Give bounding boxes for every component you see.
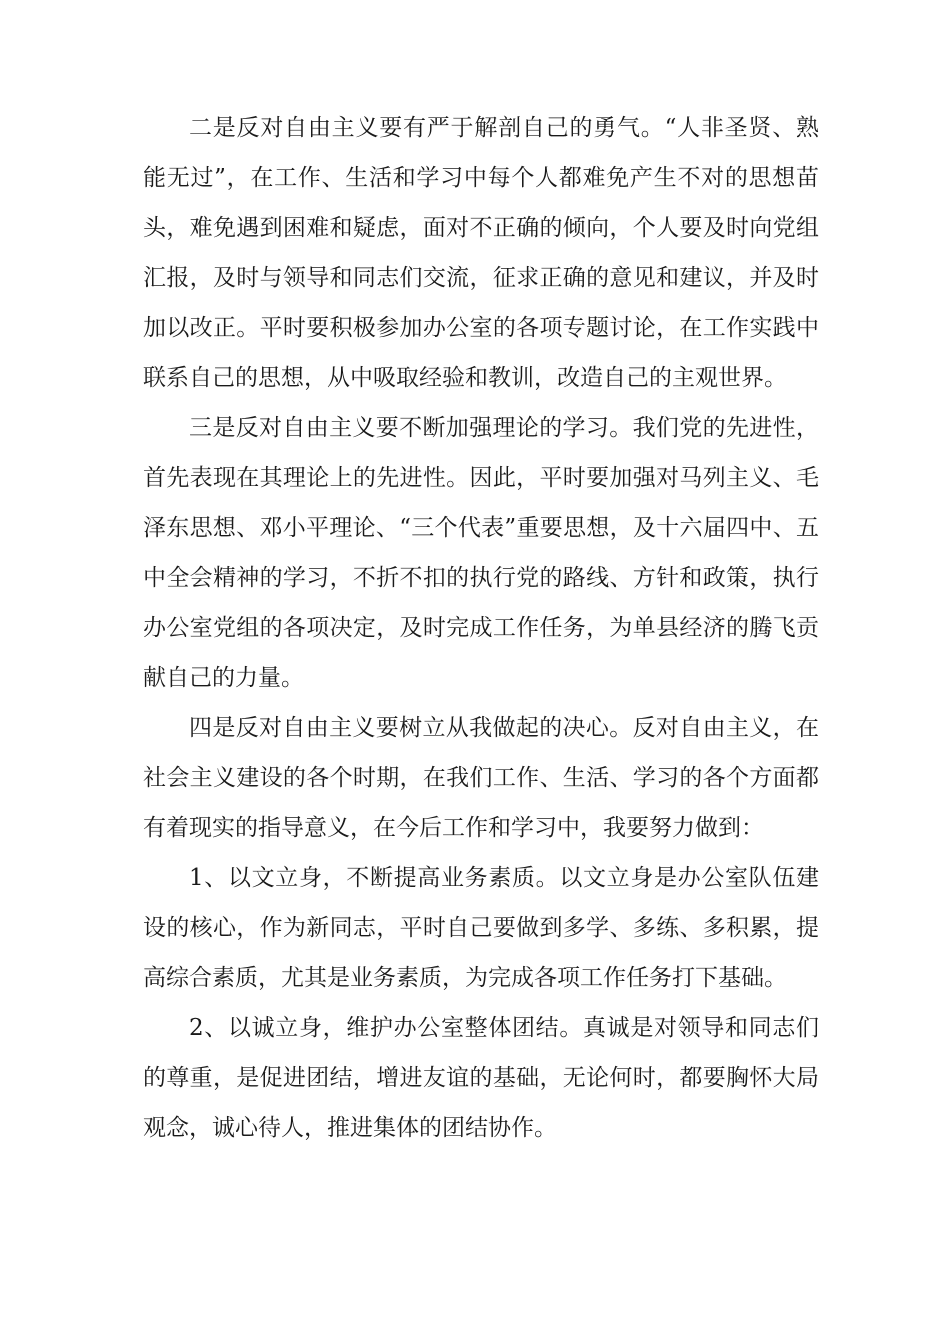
paragraph-three-theory-study: 三是反对自由主义要不断加强理论的学习。我们党的先进性，首先表现在其理论上的先进性。因此，平时要加强对马列主义、毛泽东思想、邓小平理论、“三个代表”重要思想，及十六届四中、五中全会精神的学习，不折不扣的执行党的路线、方针和政策，执行办公室党组的各项决定，及时完成工作任务，为单县经济的腾飞贡献自己的力量。 — [143, 415, 819, 691]
paragraph-four-determination: 四是反对自由主义要树立从我做起的决心。反对自由主义，在社会主义建设的各个时期，在我们工作、生活、学习的各个方面都有着现实的指导意义，在今后工作和学习中，我要努力做到： — [143, 715, 819, 841]
list-item-2-office-unity: 2、以诚立身，维护办公室整体团结。真诚是对领导和同志们的尊重，是促进团结，增进友谊的基础，无论何时，都要胸怀大局观念，诚心待人，推进集体的团结协作。 — [143, 1015, 819, 1141]
document-body — [143, 103, 819, 1153]
paragraph-two-courage: 二是反对自由主义要有严于解剖自己的勇气。“人非圣贤、熟能无过”，在工作、生活和学习中每个人都难免产生不对的思想苗头，难免遇到困难和疑虑，面对不正确的倾向，个人要及时向党组汇报，及时与领导和同志们交流，征求正确的意见和建议，并及时加以改正。平时要积极参加办公室的各项专题讨论，在工作实践中联系自己的思想，从中吸取经验和教训，改造自己的主观世界。 — [143, 115, 819, 391]
list-item-1-professional-quality: 1、以文立身，不断提高业务素质。以文立身是办公室队伍建设的核心，作为新同志，平时自己要做到多学、多练、多积累，提高综合素质，尤其是业务素质，为完成各项工作任务打下基础。 — [143, 865, 819, 991]
